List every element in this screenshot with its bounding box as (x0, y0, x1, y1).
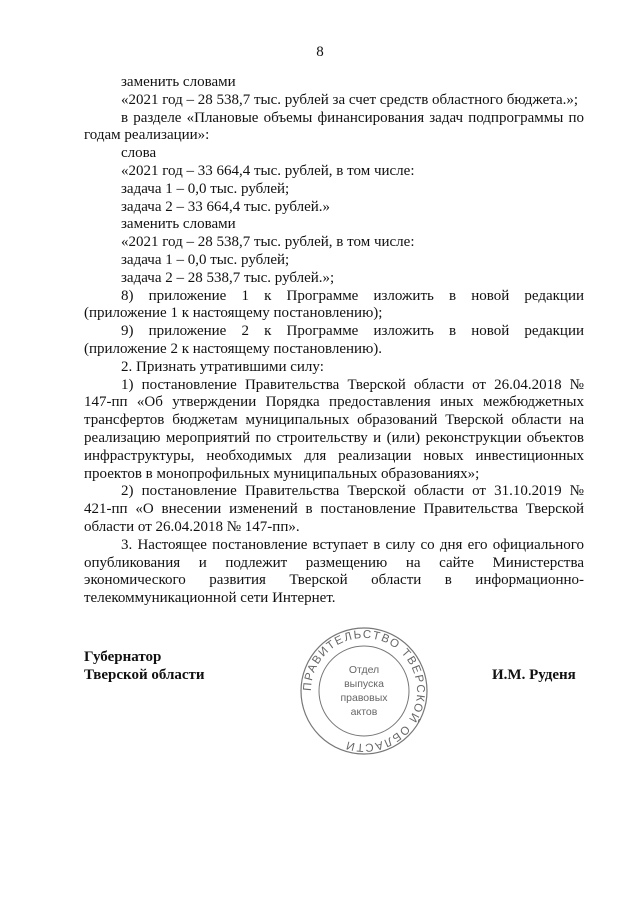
line-replace-words-2: заменить словами (121, 216, 236, 233)
stamp-inner-ring (319, 646, 409, 736)
signatory-position-line-2: Тверской области (84, 667, 205, 683)
signatory-name: И.М. Руденя (492, 667, 576, 683)
line-task-2-old: задача 2 – 33 664,4 тыс. рублей.» (121, 198, 331, 215)
line-section-planned-volumes: в разделе «Плановые объемы финансирования задач подпрограммы по годам реализации»: (84, 109, 584, 144)
document-body (84, 74, 584, 608)
stamp-ring-text: ПРАВИТЕЛЬСТВО ТВЕРСКОЙ ОБЛАСТИ (301, 628, 427, 754)
line-2021-new-total: «2021 год – 28 538,7 тыс. рублей, в том числе: (121, 234, 415, 251)
signatory-position (84, 648, 205, 684)
item-9-line-2: (приложение 2 к настоящему постановлению). (84, 340, 383, 357)
section-2-item-1: 1) постановление Правительства Тверской области от 26.04.2018 № 147-пп «Об утверждении Порядка предоставления иных межбюджетных трансфертов бюджетам муниципальных образований Тверской области на реализацию мероприятий по строительству и (или) реконструкции объектов инфраструктуры, необходимых для реализации новых инвестиционных проектов в монопрофильных муниципальных образованиях»; (84, 376, 584, 482)
line-task-2-new: задача 2 – 28 538,7 тыс. рублей.»; (121, 269, 335, 286)
stamp-center-line-3: правовых (340, 692, 388, 704)
section-2-heading: 2. Признать утратившими силу: (121, 358, 324, 375)
line-task-1-old: задача 1 – 0,0 тыс. рублей; (121, 180, 290, 197)
line-replace-words-1: заменить словами (121, 74, 236, 90)
item-8-line-2: (приложение 1 к настоящему постановлению); (84, 305, 383, 322)
section-3: 3. Настоящее постановление вступает в силу со дня его официального опубликования и подлежит размещению на сайте Министерства экономического развития Тверской области в информационно-телекоммуникационной сети Интернет. (84, 536, 584, 607)
line-task-1-new: задача 1 – 0,0 тыс. рублей; (121, 251, 290, 268)
page-number: 8 (316, 44, 324, 60)
signatory-position-line-1: Губернатор (84, 649, 162, 665)
item-9-line-1: 9) приложение 2 к Программе изложить в новой редакции (121, 323, 584, 340)
stamp-center-line-4: актов (350, 706, 378, 718)
stamp-center-line-1: Отдел (348, 664, 380, 676)
stamp-center-line-2: выпуска (344, 678, 384, 690)
item-8-line-1: 8) приложение 1 к Программе изложить в новой редакции (121, 287, 584, 304)
official-stamp (299, 626, 429, 756)
section-2-item-2: 2) постановление Правительства Тверской области от 31.10.2019 № 421-пп «О внесении изменений в постановление Правительства Тверской области от 26.04.2018 № 147-пп». (84, 483, 584, 535)
line-2021-budget-total: «2021 год – 28 538,7 тыс. рублей за счет средств областного бюджета.»; (121, 91, 579, 108)
line-2021-old-total: «2021 год – 33 664,4 тыс. рублей, в том числе: (121, 162, 415, 179)
line-words: слова (121, 145, 157, 162)
stamp-outer-ring (301, 628, 427, 754)
